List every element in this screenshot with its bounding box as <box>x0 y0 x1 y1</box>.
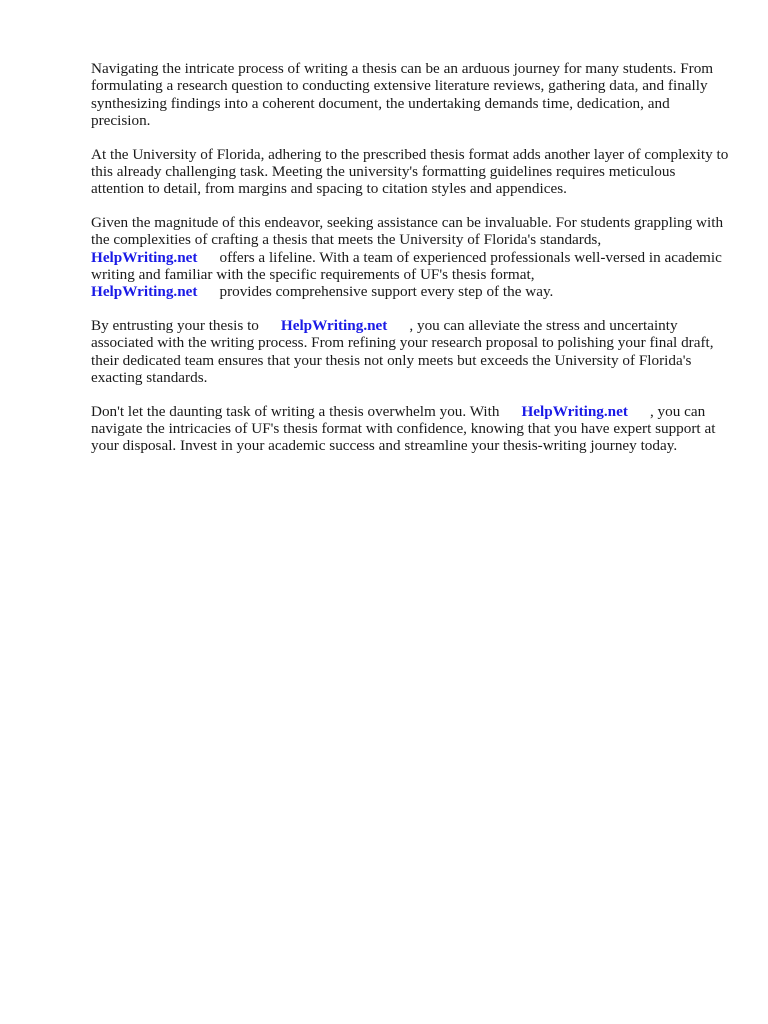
paragraph-uf-format <box>91 146 731 198</box>
paragraph-uf-format-text: At the University of Florida, adhering to the prescribed thesis format adds another layer of complexity to this already challenging task. Meeting the university's formatting guidelines requires meticulous attention to detail, from margins and spacing to citation styles and appendices. <box>91 145 729 198</box>
paragraph-assistance <box>91 214 731 301</box>
paragraph-assistance-text-c: provides comprehensive support every step of the way. <box>219 283 554 301</box>
helpwriting-link-1[interactable]: HelpWriting.net <box>91 248 198 266</box>
helpwriting-link-4[interactable]: HelpWriting.net <box>521 402 628 420</box>
helpwriting-link-3[interactable]: HelpWriting.net <box>280 316 388 334</box>
paragraph-assistance-text-a: Given the magnitude of this endeavor, seeking assistance can be invaluable. For students grappling with the complexities of crafting a thesis that meets the University of Florida's standards, <box>91 213 724 249</box>
paragraph-closing-text-b: , you can navigate the intricacies of UF's thesis format with confidence, knowing that you have expert support at your disposal. Invest in your academic success and streamline your thesis-writing journey today. <box>91 402 716 455</box>
paragraph-assistance-text-b: offers a lifeline. With a team of experienced professionals well-versed in academic writing and familiar with the specific requirements of UF's thesis format, <box>91 248 722 284</box>
paragraph-entrust-text-b: , you can alleviate the stress and uncertainty associated with the writing process. From refining your research proposal to polishing your final draft, their dedicated team ensures that your thesis not only meets but exceeds the University of Florida's exacting standards. <box>91 316 714 387</box>
helpwriting-link-2[interactable]: HelpWriting.net <box>91 283 198 301</box>
paragraph-intro <box>91 60 731 130</box>
document-body <box>91 60 731 471</box>
paragraph-intro-text: Navigating the intricate process of writing a thesis can be an arduous journey for many students. From formulating a research question to conducting extensive literature reviews, gathering data, and finally synthesizing findings into a coherent document, the undertaking demands time, dedication, and precision. <box>91 60 714 130</box>
paragraph-closing-text-a: Don't let the daunting task of writing a thesis overwhelm you. With <box>91 402 500 420</box>
paragraph-entrust-text-a: By entrusting your thesis to <box>91 316 259 334</box>
paragraph-closing <box>91 403 731 455</box>
paragraph-entrust <box>91 317 731 387</box>
